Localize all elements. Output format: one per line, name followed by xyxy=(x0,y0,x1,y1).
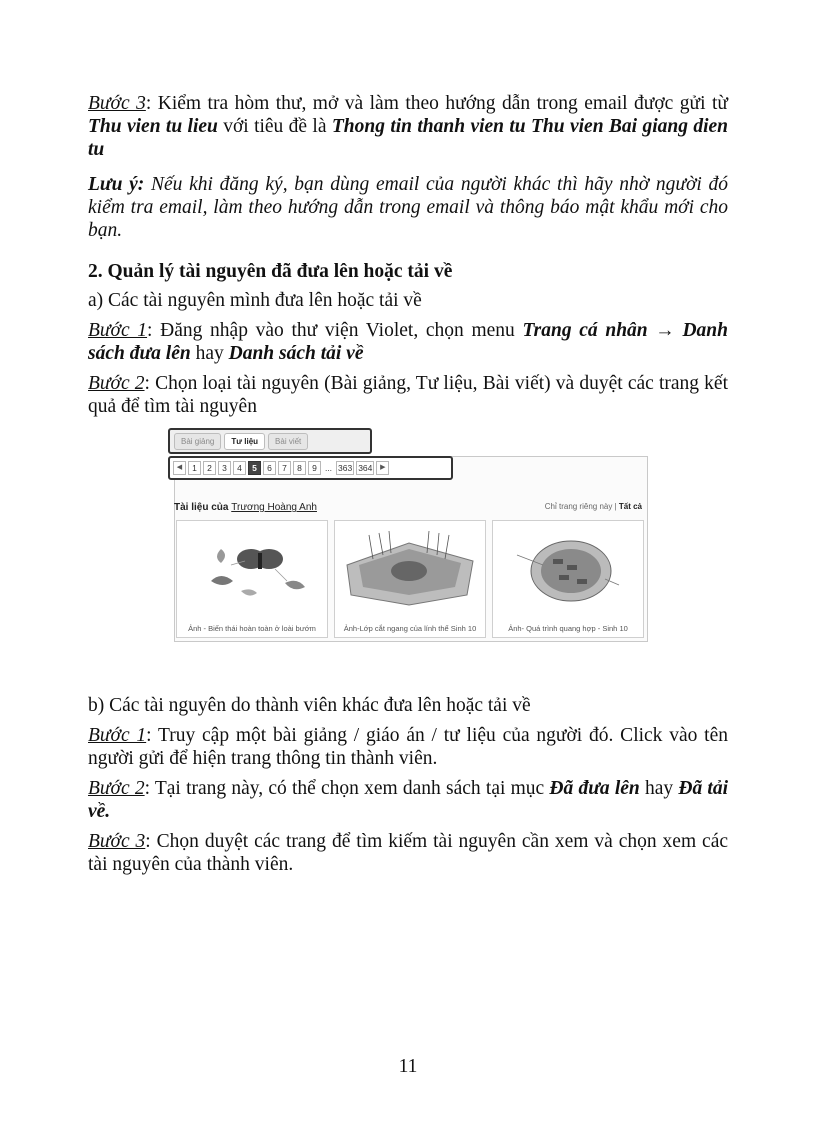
page-link[interactable]: 8 xyxy=(293,461,306,475)
prev-page-icon[interactable]: ◀ xyxy=(173,461,186,475)
paragraph-note: Lưu ý: Nếu khi đăng ký, bạn dùng email của người khác thì hãy nhờ người đó kiểm tra email, làm theo hướng dẫn trong email và thông báo mật khẩu mới cho bạn. xyxy=(88,174,729,241)
chloroplast-thumbnail xyxy=(497,525,639,607)
filter-option[interactable]: Chỉ trang riêng này xyxy=(544,502,613,511)
paragraph-a-step1: Bước 1: Đăng nhập vào thư viện Violet, chọn menu Trang cá nhân → Danh sách đưa lên hay Danh sách tải về xyxy=(88,320,728,364)
page-link[interactable]: 9 xyxy=(308,461,321,475)
document-page xyxy=(88,92,728,883)
page-link[interactable]: 3 xyxy=(218,461,231,475)
page-link[interactable]: 7 xyxy=(278,461,291,475)
resource-cards xyxy=(176,520,642,638)
page-link[interactable]: 364 xyxy=(358,463,373,473)
paragraph-a-step2: Bước 2: Chọn loại tài nguyên (Bài giảng, Tư liệu, Bài viết) và duyệt các trang kết quả để tìm tài nguyên xyxy=(88,373,728,417)
page-link[interactable]: 4 xyxy=(233,461,246,475)
owner-heading: Tài liệu của Trương Hoàng Anh xyxy=(174,502,317,513)
tab-bai-giang[interactable]: Bài giảng xyxy=(174,433,221,450)
filter-option-all[interactable]: Tất cả xyxy=(618,502,642,511)
violet-library-screenshot xyxy=(168,428,648,642)
page-ellipsis: ... xyxy=(324,463,333,473)
tab-bai-viet[interactable]: Bài viết xyxy=(268,433,308,450)
page-link[interactable]: 2 xyxy=(203,461,216,475)
paragraph-b-step3: Bước 3: Chọn duyệt các trang để tìm kiếm tài nguyên cần xem và chọn xem các tài nguyên của thành viên. xyxy=(88,831,729,875)
page-link[interactable]: 1 xyxy=(188,461,201,475)
note-label: Lưu ý: xyxy=(88,174,145,195)
resource-card[interactable] xyxy=(176,520,328,638)
card-caption: Ảnh- Quá trình quang hợp - Sinh 10 xyxy=(508,624,628,633)
filter-toggle: Chỉ trang riêng này | Tất cả xyxy=(544,502,642,511)
tab-tu-lieu[interactable]: Tư liệu xyxy=(224,433,265,450)
page-link[interactable]: 363 xyxy=(338,463,353,473)
paragraph-b-step2: Bước 2: Tại trang này, có thể chọn xem danh sách tại mục Đã đưa lên hay Đã tải về. xyxy=(88,778,729,822)
resource-card[interactable] xyxy=(334,520,486,638)
pagination xyxy=(168,456,453,480)
page-number: 11 xyxy=(398,1056,418,1077)
subsection-a-heading: a) Các tài nguyên mình đưa lên hoặc tải về xyxy=(88,290,422,311)
next-page-icon[interactable]: ▶ xyxy=(376,461,389,475)
butterfly-lifecycle-thumbnail xyxy=(181,525,323,607)
current-page[interactable]: 5 xyxy=(248,461,261,475)
step-label: Bước 3 xyxy=(88,93,146,114)
page-link[interactable]: 6 xyxy=(263,461,276,475)
subsection-b-heading: b) Các tài nguyên do thành viên khác đưa lên hoặc tải về xyxy=(88,695,531,716)
card-caption: Ảnh-Lớp cắt ngang của lính thể Sinh 10 xyxy=(343,624,477,633)
leaf-cross-section-thumbnail xyxy=(339,525,481,607)
card-caption: Ảnh - Biến thái hoàn toàn ở loài bướm xyxy=(188,624,316,633)
resource-type-tabs xyxy=(168,428,372,454)
owner-link[interactable]: Trương Hoàng Anh xyxy=(231,502,317,513)
paragraph-step3-email: Bước 3: Kiểm tra hòm thư, mở và làm theo hướng dẫn trong email được gửi từ Thu vien tu lieu với tiêu đề là Thong tin thanh vien tu Thu vien Bai giang dien tu xyxy=(88,93,729,160)
resource-card[interactable] xyxy=(492,520,644,638)
paragraph-b-step1: Bước 1: Truy cập một bài giảng / giáo án / tư liệu của người đó. Click vào tên người gửi để hiện trang thông tin thành viên. xyxy=(88,725,728,769)
section-title: 2. Quản lý tài nguyên đã đưa lên hoặc tải về xyxy=(88,261,453,282)
